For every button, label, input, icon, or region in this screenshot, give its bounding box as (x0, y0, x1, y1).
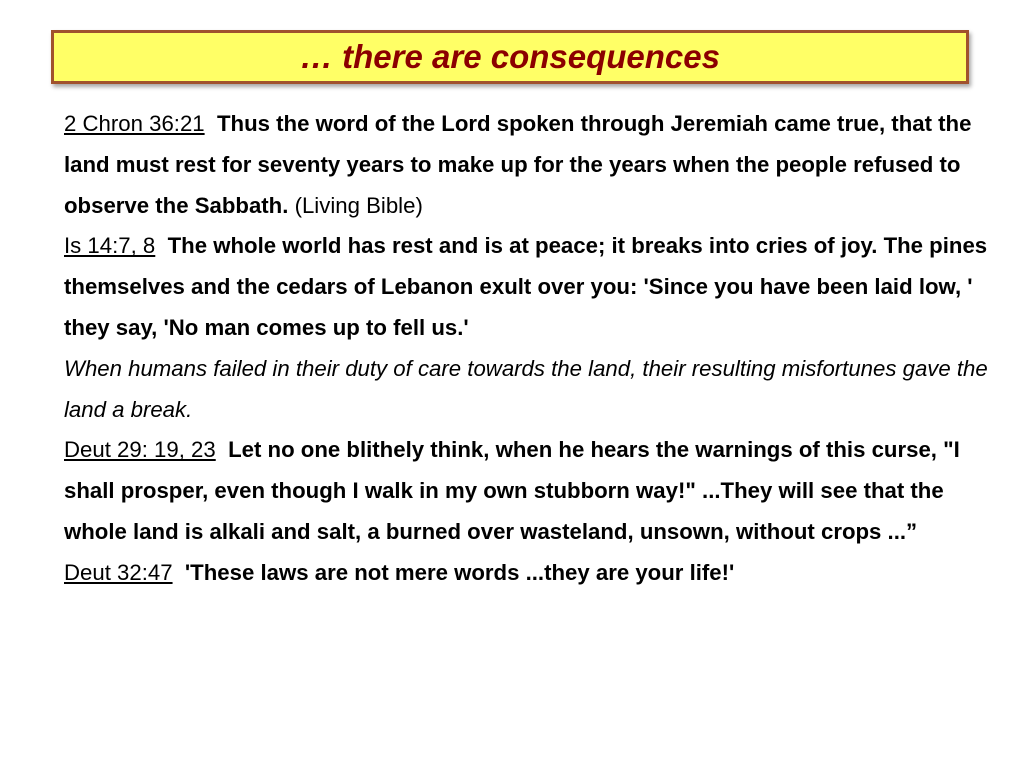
scripture-reference: 2 Chron 36:21 (64, 111, 205, 136)
passage-chronicles (64, 104, 994, 226)
scripture-reference: Deut 29: 19, 23 (64, 437, 216, 463)
passage-isaiah (64, 226, 994, 348)
passage-deuteronomy-32 (64, 553, 994, 594)
slide-title: … there are consequences (299, 38, 720, 75)
scripture-quote: 'These laws are not mere words ...they are your life!' (184, 559, 735, 585)
scripture-quote: Let no one blithely think, when he hears the warnings of this curse, "I shall prosper, even though I walk in my own stubborn way!" ...They will see that the whole land is alkali and salt, a burned over wasteland, unsown, without crops ...” (64, 437, 960, 544)
slide-body (64, 104, 994, 594)
scripture-reference: Is 14:7, 8 (64, 233, 156, 259)
scripture-quote: Thus the word of the Lord spoken through Jeremiah came true, that the land must rest for seventy years to make up for the years when the people refused to observe the Sabbath. (64, 111, 972, 218)
bible-version: (Living Bible) (294, 192, 423, 218)
passage-deuteronomy-29 (64, 430, 994, 552)
title-banner (51, 30, 969, 84)
commentary-note: When humans failed in their duty of care towards the land, their resulting misfortunes gave the land a break. (64, 355, 988, 422)
scripture-quote: The whole world has rest and is at peace; it breaks into cries of joy. The pines themselves and the cedars of Lebanon exult over you: 'Since you have been laid low, ' they say, 'No man comes up to fell us.' (64, 233, 988, 340)
scripture-reference: Deut 32:47 (64, 559, 173, 585)
